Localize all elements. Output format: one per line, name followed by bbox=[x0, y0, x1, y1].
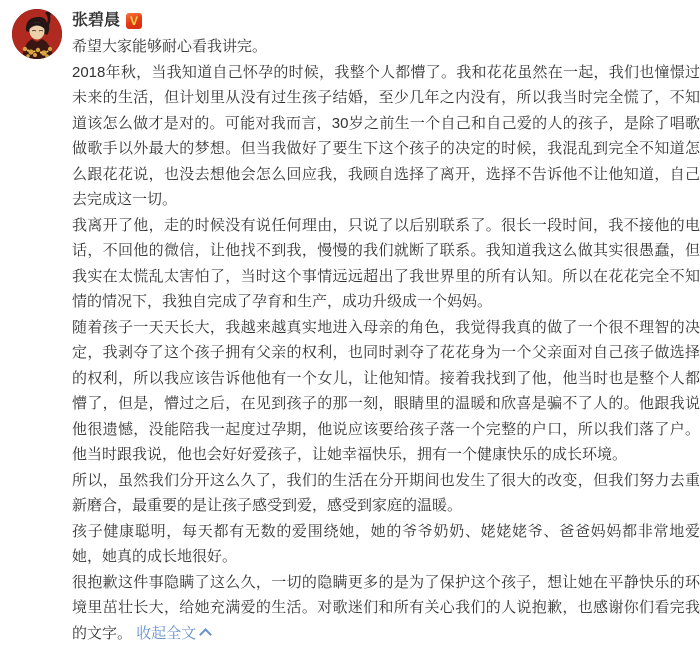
post-paragraph: 随着孩子一天天长大，我越来越真实地进入母亲的角色，我觉得我真的做了一个很不理智的决定，我剥夺了这个孩子拥有父亲的权利，也同时剥夺了花花身为一个父亲面对自己孩子做选择的权利，所以我应该告诉他他有一个女儿，让他知情。接着我找到了他，他当时也是整个人都懵了，但是，懵过之后，在见到孩子的那一刻，眼睛里的温暖和欣喜是骗不了人的。他跟我说他很遗憾，没能陪我一起度过孕期，他说应该要给孩子落一个完整的户口，所以我们落了户。他当时跟我说，他也会好好爱孩子，让她幸福快乐，拥有一个健康快乐的成长环境。 bbox=[72, 318, 700, 463]
post-text bbox=[72, 34, 700, 646]
avatar-illustration bbox=[12, 9, 62, 59]
post-intro-line: 希望大家能够耐心看我讲完。 bbox=[72, 38, 268, 55]
post-paragraph: 我离开了他，走的时候没有说任何理由，只说了以后别联系了。很长一段时间，我不接他的电话，不回他的微信，让他找不到我，慢慢的我们就断了联系。我知道我这么做其实很愚蠢，但我实在太慌乱太害怕了，当时这个事情远远超出了我世界里的所有认知。所以在花花完全不知情的情况下，我独自完成了孕育和生产，成功升级成一个妈妈。 bbox=[72, 216, 700, 310]
post-paragraph-last bbox=[72, 570, 700, 646]
verified-badge-icon: V bbox=[126, 13, 142, 29]
post-paragraph: 2018年秋，当我知道自己怀孕的时候，我整个人都懵了。我和花花虽然在一起，我们也憧憬过未来的生活，但计划里从没有过生孩子结婚，至少几年之内没有，所以我当时完全慌了，不知道该怎么做才是对的。可能对我而言，30岁之前生一个自己和自己爱的人的孩子，是除了唱歌做歌手以外最大的梦想。但当我做好了要生下这个孩子的决定的时候，我混乱到完全不知道怎么跟花花说，也没去想他会怎么回应我，我顾自选择了离开，选择不告诉他不让他知道，自己去完成这一切。 bbox=[72, 63, 700, 208]
chevron-up-icon bbox=[199, 628, 212, 641]
user-avatar[interactable] bbox=[12, 9, 62, 59]
username[interactable]: 张碧晨 bbox=[72, 12, 121, 29]
post-paragraph-text: 很抱歉这件事隐瞒了这么久，一切的隐瞒更多的是为了保护这个孩子，想让她在平静快乐的环境里茁壮长大，给她充满爱的生活。对歌迷们和所有关心我们的人说抱歉，也感谢你们看完我的文字。 bbox=[72, 573, 700, 642]
post-paragraph: 所以，虽然我们分开这么久了，我们的生活在分开期间也发生了很大的改变，但我们努力去重新磨合，最重要的是让孩子感受到爱，感受到家庭的温暖。 bbox=[72, 471, 700, 514]
post-paragraph: 孩子健康聪明，每天都有无数的爱围绕她，她的爷爷奶奶、姥姥姥爷、爸爸妈妈都非常地爱她，她真的成长地很好。 bbox=[72, 522, 700, 565]
collapse-full-text-link[interactable]: 收起全文 bbox=[136, 625, 210, 642]
post-header bbox=[72, 10, 698, 32]
